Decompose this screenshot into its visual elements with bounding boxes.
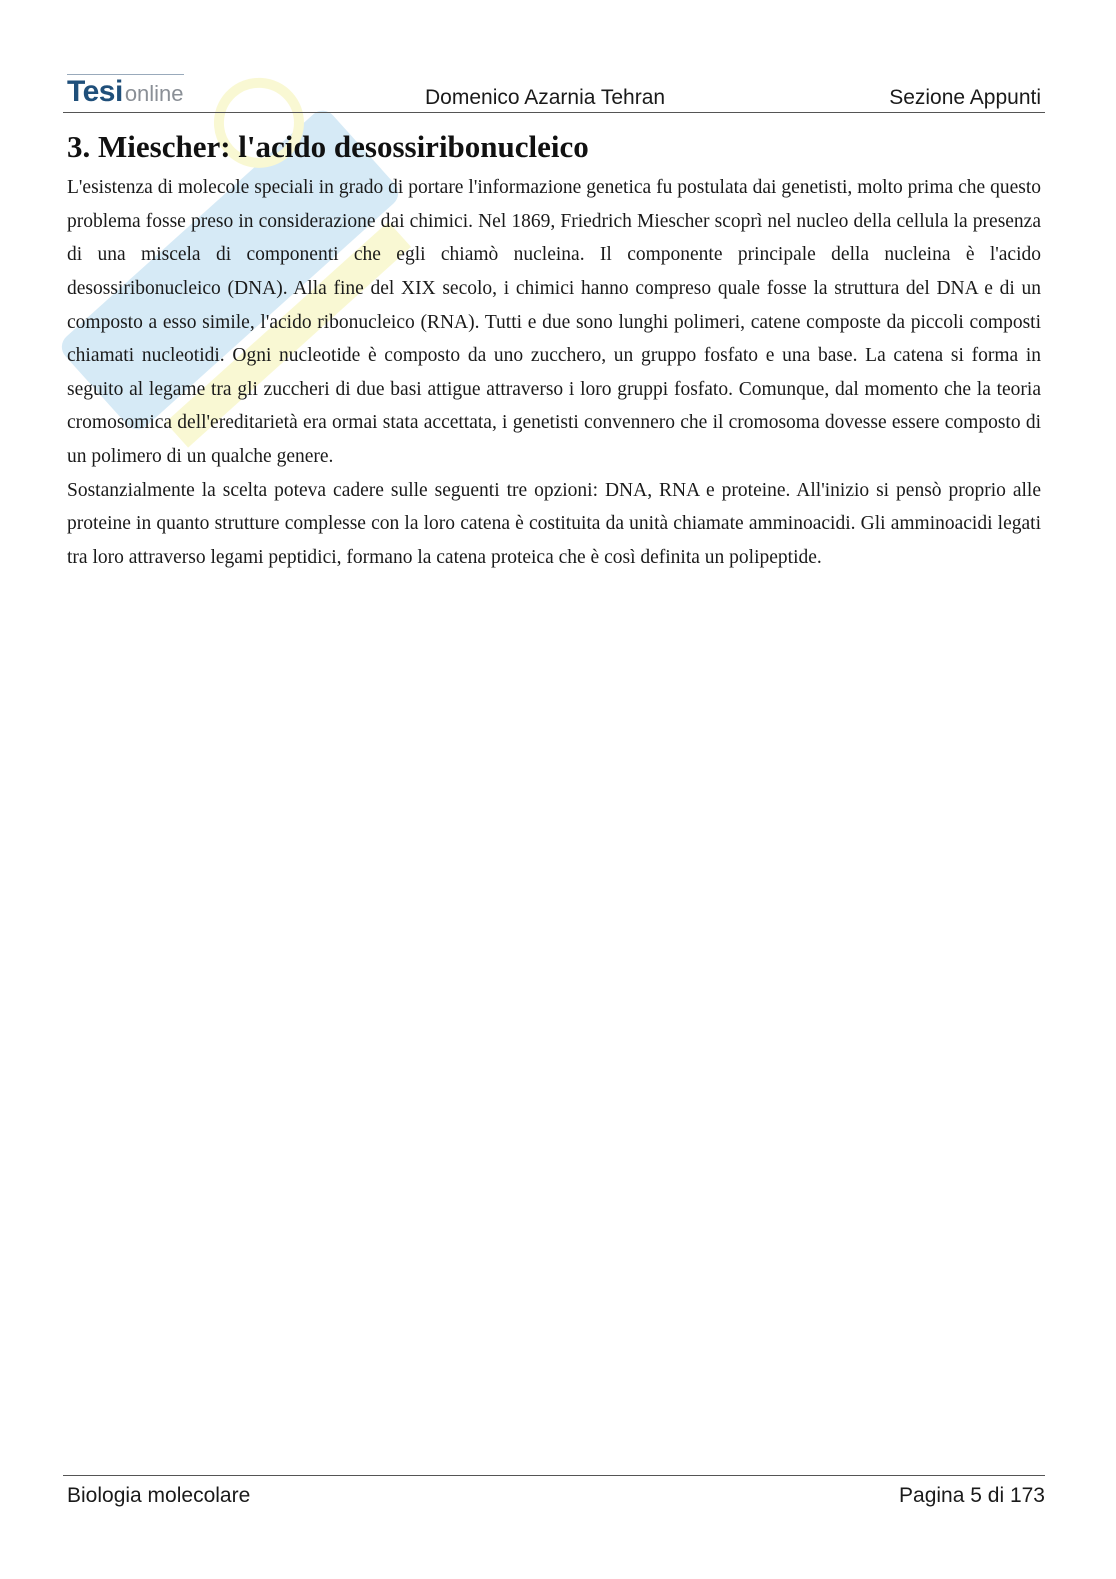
section-title: 3. Miescher: l'acido desossiribonucleico bbox=[67, 129, 589, 164]
logo-main-text: Tesi bbox=[67, 75, 123, 108]
document-body bbox=[67, 128, 1041, 574]
footer-page-number: Pagina 5 di 173 bbox=[899, 1484, 1045, 1507]
header-section: Sezione Appunti bbox=[889, 86, 1041, 109]
header-author: Domenico Azarnia Tehran bbox=[425, 86, 666, 109]
page-header bbox=[63, 72, 1045, 113]
body-paragraph: L'esistenza di molecole speciali in grado di portare l'informazione genetica fu postulata dai genetisti, molto prima che questo problema fosse preso in considerazione dai chimici. Nel 1869, Friedrich Miescher scoprì nel nucleo della cellula la presenza di una miscela di componenti che egli chiamò nucleina. Il componente principale della nucleina è l'acido desossiribonucleico (DNA). Alla fine del XIX secolo, i chimici hanno compreso quale fosse la struttura del DNA e di un composto a esso simile, l'acido ribonucleico (RNA). Tutti e due sono lunghi polimeri, catene composte da piccoli composti chiamati nucleotidi. Ogni nucleotide è composto da uno zucchero, un gruppo fosfato e una base. La catena si forma in seguito al legame tra gli zuccheri di due basi attigue attraverso i loro gruppi fosfato. Comunque, dal momento che la teoria cromosomica dell'ereditarietà era ormai stata accettata, i genetisti convennero che il cromosoma dovesse essere composto di un polimero di un qualche genere. bbox=[67, 177, 1041, 467]
tesionline-logo bbox=[67, 74, 184, 107]
logo-sub-text: online bbox=[124, 81, 184, 106]
page-footer bbox=[63, 1475, 1045, 1516]
body-paragraph: Sostanzialmente la scelta poteva cadere sulle seguenti tre opzioni: DNA, RNA e proteine. All'inizio si pensò proprio alle proteine in quanto strutture complesse con la loro catena è costituita da unità chiamate amminoacidi. Gli amminoacidi legati tra loro attraverso legami peptidici, formano la catena proteica che è così definita un polipeptide. bbox=[67, 479, 1041, 568]
footer-subject: Biologia molecolare bbox=[67, 1484, 251, 1507]
